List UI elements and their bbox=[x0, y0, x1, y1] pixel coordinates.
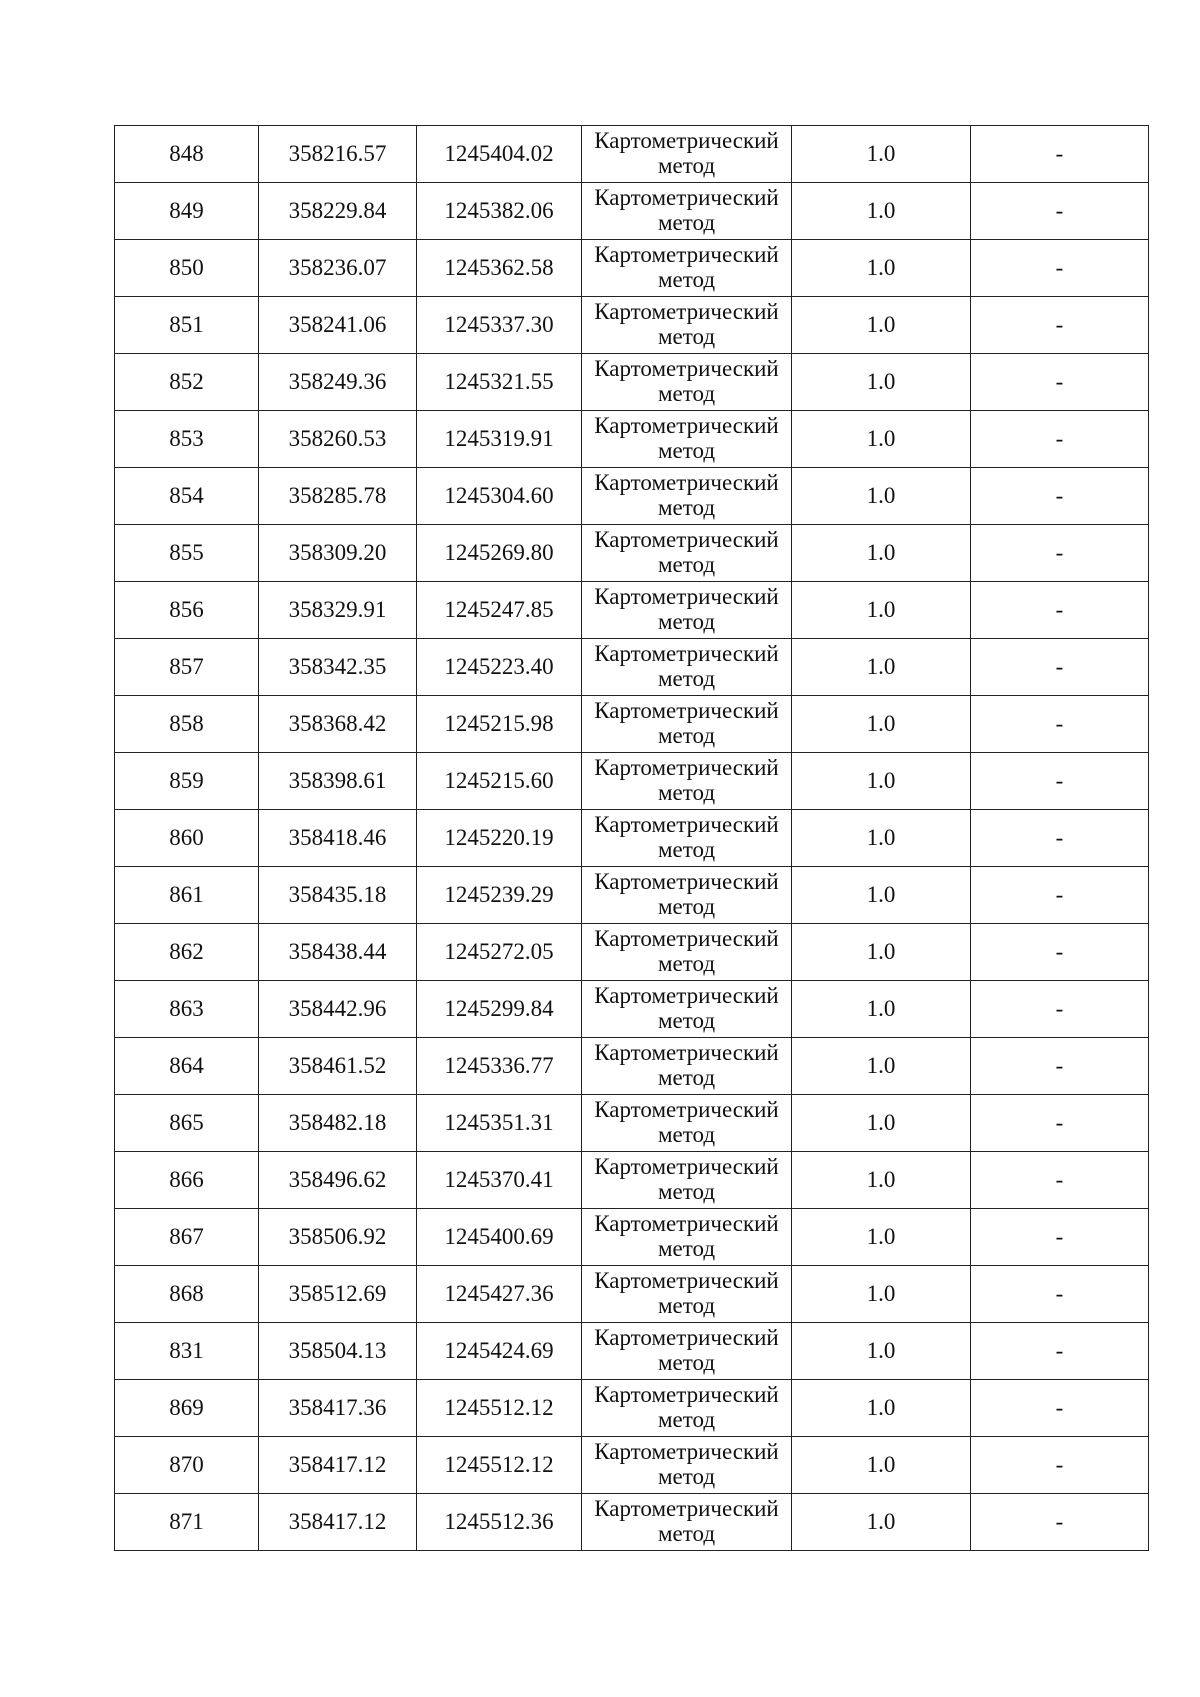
method-cell: Картометрический метод bbox=[582, 1437, 792, 1494]
x-coordinate-cell: 358482.18 bbox=[259, 1095, 417, 1152]
note-cell: - bbox=[971, 1209, 1149, 1266]
accuracy-cell: 1.0 bbox=[792, 924, 971, 981]
point-number-cell: 851 bbox=[115, 297, 259, 354]
x-coordinate-cell: 358241.06 bbox=[259, 297, 417, 354]
x-coordinate-cell: 358438.44 bbox=[259, 924, 417, 981]
note-cell: - bbox=[971, 183, 1149, 240]
method-cell: Картометрический метод bbox=[582, 1038, 792, 1095]
accuracy-cell: 1.0 bbox=[792, 1209, 971, 1266]
y-coordinate-cell: 1245382.06 bbox=[417, 183, 582, 240]
table-row bbox=[115, 924, 1149, 981]
y-coordinate-cell: 1245299.84 bbox=[417, 981, 582, 1038]
note-cell: - bbox=[971, 810, 1149, 867]
point-number-cell: 858 bbox=[115, 696, 259, 753]
method-cell: Картометрический метод bbox=[582, 1209, 792, 1266]
method-cell: Картометрический метод bbox=[582, 297, 792, 354]
note-cell: - bbox=[971, 1095, 1149, 1152]
coordinates-table-body bbox=[115, 126, 1149, 1551]
point-number-cell: 857 bbox=[115, 639, 259, 696]
table-row bbox=[115, 1437, 1149, 1494]
y-coordinate-cell: 1245215.60 bbox=[417, 753, 582, 810]
note-cell: - bbox=[971, 1437, 1149, 1494]
point-number-cell: 860 bbox=[115, 810, 259, 867]
y-coordinate-cell: 1245400.69 bbox=[417, 1209, 582, 1266]
accuracy-cell: 1.0 bbox=[792, 1323, 971, 1380]
x-coordinate-cell: 358504.13 bbox=[259, 1323, 417, 1380]
y-coordinate-cell: 1245239.29 bbox=[417, 867, 582, 924]
note-cell: - bbox=[971, 753, 1149, 810]
y-coordinate-cell: 1245337.30 bbox=[417, 297, 582, 354]
x-coordinate-cell: 358512.69 bbox=[259, 1266, 417, 1323]
accuracy-cell: 1.0 bbox=[792, 468, 971, 525]
table-row bbox=[115, 1266, 1149, 1323]
x-coordinate-cell: 358216.57 bbox=[259, 126, 417, 183]
point-number-cell: 869 bbox=[115, 1380, 259, 1437]
method-cell: Картометрический метод bbox=[582, 525, 792, 582]
accuracy-cell: 1.0 bbox=[792, 1095, 971, 1152]
y-coordinate-cell: 1245427.36 bbox=[417, 1266, 582, 1323]
note-cell: - bbox=[971, 924, 1149, 981]
note-cell: - bbox=[971, 1038, 1149, 1095]
accuracy-cell: 1.0 bbox=[792, 867, 971, 924]
note-cell: - bbox=[971, 297, 1149, 354]
x-coordinate-cell: 358418.46 bbox=[259, 810, 417, 867]
method-cell: Картометрический метод bbox=[582, 240, 792, 297]
table-row bbox=[115, 981, 1149, 1038]
accuracy-cell: 1.0 bbox=[792, 753, 971, 810]
accuracy-cell: 1.0 bbox=[792, 1494, 971, 1551]
method-cell: Картометрический метод bbox=[582, 696, 792, 753]
y-coordinate-cell: 1245220.19 bbox=[417, 810, 582, 867]
accuracy-cell: 1.0 bbox=[792, 354, 971, 411]
method-cell: Картометрический метод bbox=[582, 981, 792, 1038]
x-coordinate-cell: 358368.42 bbox=[259, 696, 417, 753]
x-coordinate-cell: 358442.96 bbox=[259, 981, 417, 1038]
y-coordinate-cell: 1245215.98 bbox=[417, 696, 582, 753]
table-row bbox=[115, 696, 1149, 753]
method-cell: Картометрический метод bbox=[582, 1266, 792, 1323]
point-number-cell: 861 bbox=[115, 867, 259, 924]
y-coordinate-cell: 1245223.40 bbox=[417, 639, 582, 696]
method-cell: Картометрический метод bbox=[582, 411, 792, 468]
y-coordinate-cell: 1245247.85 bbox=[417, 582, 582, 639]
accuracy-cell: 1.0 bbox=[792, 981, 971, 1038]
table-row bbox=[115, 810, 1149, 867]
method-cell: Картометрический метод bbox=[582, 1323, 792, 1380]
note-cell: - bbox=[971, 240, 1149, 297]
table-row bbox=[115, 468, 1149, 525]
table-row bbox=[115, 867, 1149, 924]
table-row bbox=[115, 354, 1149, 411]
accuracy-cell: 1.0 bbox=[792, 1380, 971, 1437]
note-cell: - bbox=[971, 639, 1149, 696]
accuracy-cell: 1.0 bbox=[792, 183, 971, 240]
accuracy-cell: 1.0 bbox=[792, 411, 971, 468]
x-coordinate-cell: 358417.12 bbox=[259, 1494, 417, 1551]
accuracy-cell: 1.0 bbox=[792, 696, 971, 753]
x-coordinate-cell: 358506.92 bbox=[259, 1209, 417, 1266]
table-row bbox=[115, 1323, 1149, 1380]
method-cell: Картометрический метод bbox=[582, 924, 792, 981]
y-coordinate-cell: 1245336.77 bbox=[417, 1038, 582, 1095]
table-row bbox=[115, 240, 1149, 297]
accuracy-cell: 1.0 bbox=[792, 297, 971, 354]
accuracy-cell: 1.0 bbox=[792, 810, 971, 867]
y-coordinate-cell: 1245512.12 bbox=[417, 1437, 582, 1494]
y-coordinate-cell: 1245362.58 bbox=[417, 240, 582, 297]
note-cell: - bbox=[971, 354, 1149, 411]
table-row bbox=[115, 1209, 1149, 1266]
y-coordinate-cell: 1245512.12 bbox=[417, 1380, 582, 1437]
note-cell: - bbox=[971, 582, 1149, 639]
method-cell: Картометрический метод bbox=[582, 753, 792, 810]
note-cell: - bbox=[971, 411, 1149, 468]
accuracy-cell: 1.0 bbox=[792, 126, 971, 183]
table-row bbox=[115, 525, 1149, 582]
method-cell: Картометрический метод bbox=[582, 639, 792, 696]
accuracy-cell: 1.0 bbox=[792, 1038, 971, 1095]
point-number-cell: 870 bbox=[115, 1437, 259, 1494]
note-cell: - bbox=[971, 981, 1149, 1038]
note-cell: - bbox=[971, 696, 1149, 753]
point-number-cell: 854 bbox=[115, 468, 259, 525]
accuracy-cell: 1.0 bbox=[792, 525, 971, 582]
y-coordinate-cell: 1245512.36 bbox=[417, 1494, 582, 1551]
point-number-cell: 831 bbox=[115, 1323, 259, 1380]
point-number-cell: 863 bbox=[115, 981, 259, 1038]
point-number-cell: 852 bbox=[115, 354, 259, 411]
table-row bbox=[115, 411, 1149, 468]
accuracy-cell: 1.0 bbox=[792, 1437, 971, 1494]
note-cell: - bbox=[971, 1323, 1149, 1380]
method-cell: Картометрический метод bbox=[582, 867, 792, 924]
point-number-cell: 865 bbox=[115, 1095, 259, 1152]
method-cell: Картометрический метод bbox=[582, 183, 792, 240]
y-coordinate-cell: 1245304.60 bbox=[417, 468, 582, 525]
accuracy-cell: 1.0 bbox=[792, 1266, 971, 1323]
table-row bbox=[115, 126, 1149, 183]
y-coordinate-cell: 1245424.69 bbox=[417, 1323, 582, 1380]
y-coordinate-cell: 1245269.80 bbox=[417, 525, 582, 582]
x-coordinate-cell: 358260.53 bbox=[259, 411, 417, 468]
x-coordinate-cell: 358229.84 bbox=[259, 183, 417, 240]
note-cell: - bbox=[971, 1266, 1149, 1323]
method-cell: Картометрический метод bbox=[582, 126, 792, 183]
point-number-cell: 864 bbox=[115, 1038, 259, 1095]
y-coordinate-cell: 1245321.55 bbox=[417, 354, 582, 411]
x-coordinate-cell: 358329.91 bbox=[259, 582, 417, 639]
table-row bbox=[115, 753, 1149, 810]
point-number-cell: 866 bbox=[115, 1152, 259, 1209]
note-cell: - bbox=[971, 867, 1149, 924]
y-coordinate-cell: 1245370.41 bbox=[417, 1152, 582, 1209]
note-cell: - bbox=[971, 1380, 1149, 1437]
note-cell: - bbox=[971, 468, 1149, 525]
method-cell: Картометрический метод bbox=[582, 468, 792, 525]
x-coordinate-cell: 358398.61 bbox=[259, 753, 417, 810]
table-row bbox=[115, 1038, 1149, 1095]
method-cell: Картометрический метод bbox=[582, 1494, 792, 1551]
table-row bbox=[115, 1494, 1149, 1551]
accuracy-cell: 1.0 bbox=[792, 240, 971, 297]
table-row bbox=[115, 1380, 1149, 1437]
method-cell: Картометрический метод bbox=[582, 1152, 792, 1209]
point-number-cell: 862 bbox=[115, 924, 259, 981]
table-row bbox=[115, 1152, 1149, 1209]
method-cell: Картометрический метод bbox=[582, 1095, 792, 1152]
x-coordinate-cell: 358249.36 bbox=[259, 354, 417, 411]
point-number-cell: 867 bbox=[115, 1209, 259, 1266]
point-number-cell: 868 bbox=[115, 1266, 259, 1323]
point-number-cell: 859 bbox=[115, 753, 259, 810]
method-cell: Картометрический метод bbox=[582, 582, 792, 639]
x-coordinate-cell: 358342.35 bbox=[259, 639, 417, 696]
note-cell: - bbox=[971, 126, 1149, 183]
coordinates-table bbox=[114, 125, 1149, 1551]
table-row bbox=[115, 1095, 1149, 1152]
method-cell: Картометрический метод bbox=[582, 1380, 792, 1437]
method-cell: Картометрический метод bbox=[582, 810, 792, 867]
table-row bbox=[115, 183, 1149, 240]
note-cell: - bbox=[971, 525, 1149, 582]
point-number-cell: 848 bbox=[115, 126, 259, 183]
note-cell: - bbox=[971, 1494, 1149, 1551]
x-coordinate-cell: 358285.78 bbox=[259, 468, 417, 525]
y-coordinate-cell: 1245272.05 bbox=[417, 924, 582, 981]
table-row bbox=[115, 639, 1149, 696]
table-row bbox=[115, 582, 1149, 639]
point-number-cell: 850 bbox=[115, 240, 259, 297]
y-coordinate-cell: 1245351.31 bbox=[417, 1095, 582, 1152]
point-number-cell: 871 bbox=[115, 1494, 259, 1551]
note-cell: - bbox=[971, 1152, 1149, 1209]
point-number-cell: 855 bbox=[115, 525, 259, 582]
x-coordinate-cell: 358236.07 bbox=[259, 240, 417, 297]
point-number-cell: 853 bbox=[115, 411, 259, 468]
accuracy-cell: 1.0 bbox=[792, 582, 971, 639]
y-coordinate-cell: 1245404.02 bbox=[417, 126, 582, 183]
x-coordinate-cell: 358435.18 bbox=[259, 867, 417, 924]
point-number-cell: 856 bbox=[115, 582, 259, 639]
method-cell: Картометрический метод bbox=[582, 354, 792, 411]
x-coordinate-cell: 358417.36 bbox=[259, 1380, 417, 1437]
point-number-cell: 849 bbox=[115, 183, 259, 240]
y-coordinate-cell: 1245319.91 bbox=[417, 411, 582, 468]
table-row bbox=[115, 297, 1149, 354]
accuracy-cell: 1.0 bbox=[792, 1152, 971, 1209]
x-coordinate-cell: 358461.52 bbox=[259, 1038, 417, 1095]
x-coordinate-cell: 358496.62 bbox=[259, 1152, 417, 1209]
x-coordinate-cell: 358309.20 bbox=[259, 525, 417, 582]
x-coordinate-cell: 358417.12 bbox=[259, 1437, 417, 1494]
accuracy-cell: 1.0 bbox=[792, 639, 971, 696]
